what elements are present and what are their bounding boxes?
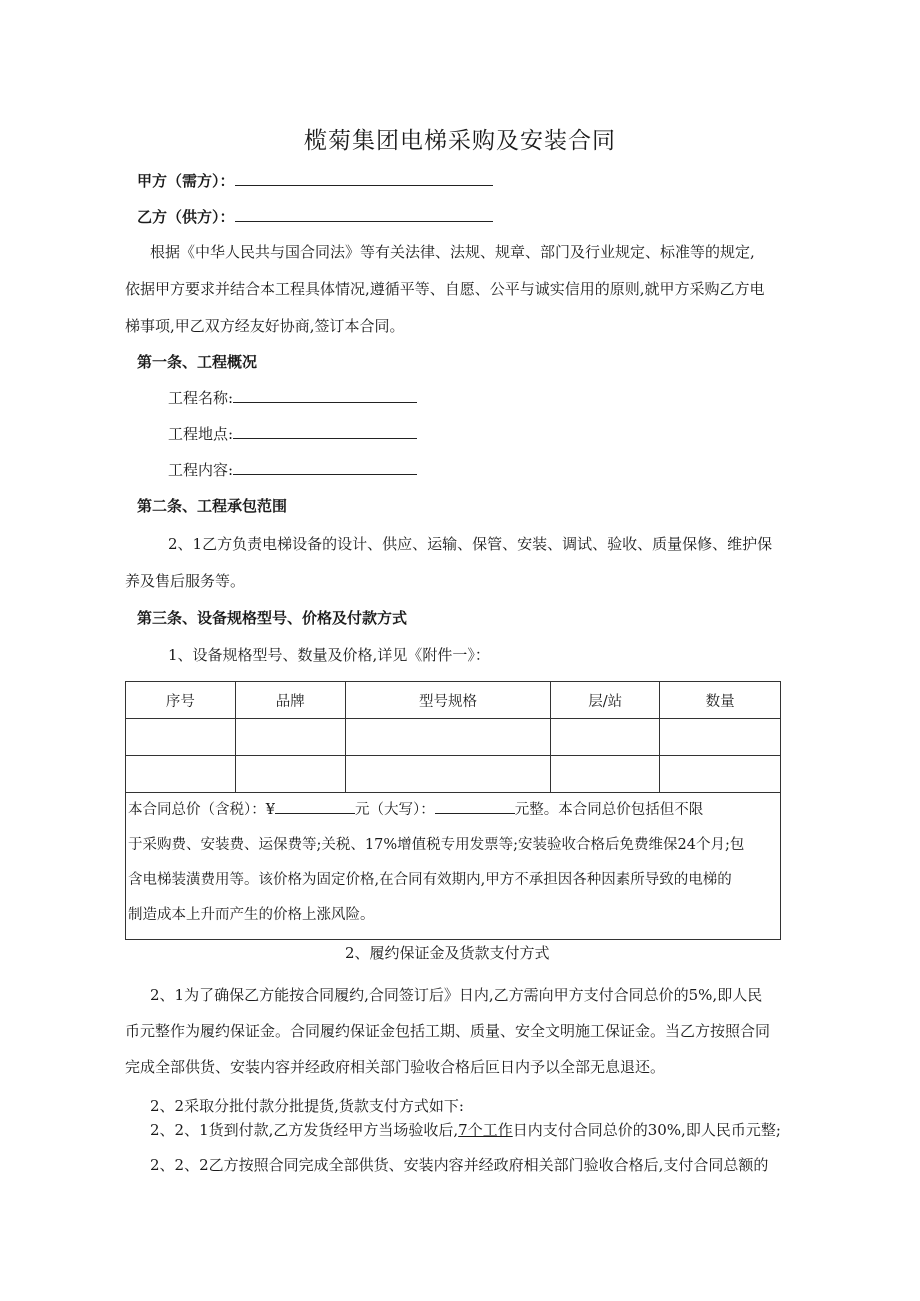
price-words-label: 元（大写）： bbox=[354, 802, 435, 818]
table-cell[interactable] bbox=[660, 756, 781, 793]
project-location-label: 工程地点: bbox=[168, 425, 234, 443]
project-location-field[interactable] bbox=[233, 423, 417, 439]
article2-heading: 第二条、工程承包范围 bbox=[137, 497, 288, 515]
project-location-line bbox=[168, 423, 417, 444]
item2-2-1-text-b: 日内支付合同总价的30%,即人民币元整; bbox=[512, 1121, 781, 1139]
table-header-cell: 品牌 bbox=[235, 682, 345, 719]
party-b-field[interactable] bbox=[235, 206, 493, 222]
item2-2-1 bbox=[150, 1119, 781, 1140]
price-line-1 bbox=[126, 793, 780, 828]
table-cell[interactable] bbox=[551, 756, 660, 793]
item2-2-1-text-a: 2、2、1货到付款,乙方发货经甲方当场验收后, bbox=[150, 1121, 459, 1139]
price-amount-field[interactable] bbox=[275, 800, 355, 814]
table-cell[interactable] bbox=[235, 719, 345, 756]
article2-line-1: 2、1乙方负责电梯设备的设计、供应、运输、保管、安装、调试、验收、质量保修、维护保 bbox=[168, 535, 773, 553]
price-line-3: 含电梯装潢费用等。该价格为固定价格,在合同有效期内,甲方不承担因各种因素所导致的电梯的 bbox=[128, 872, 732, 888]
item2-2: 2、2采取分批付款分批提货,货款支付方式如下: bbox=[150, 1097, 464, 1115]
article3-item-1: 1、设备规格型号、数量及价格,详见《附件一》： bbox=[168, 646, 490, 664]
table-cell[interactable] bbox=[345, 756, 551, 793]
party-b-label: 乙方（供方）： bbox=[137, 208, 235, 226]
item2-heading: 2、履约保证金及货款支付方式 bbox=[345, 944, 550, 962]
table-cell[interactable] bbox=[235, 756, 345, 793]
party-a-field[interactable] bbox=[235, 170, 493, 186]
project-content-field[interactable] bbox=[233, 459, 417, 475]
party-a-label: 甲方（需方）： bbox=[137, 172, 235, 190]
table-header-row bbox=[126, 682, 781, 719]
price-text: 元整。本合同总价包括但不限 bbox=[514, 802, 704, 818]
price-words-field[interactable] bbox=[435, 800, 515, 814]
article3-heading: 第三条、设备规格型号、价格及付款方式 bbox=[137, 609, 408, 627]
table-cell[interactable] bbox=[126, 756, 236, 793]
item2-1-line-2: 币元整作为履约保证金。合同履约保证金包括工期、质量、安全文明施工保证金。当乙方按照合同 bbox=[125, 1022, 771, 1040]
price-box bbox=[125, 793, 781, 940]
price-line-2: 于采购费、安装费、运保费等;关税、17%增值税专用发票等;安装验收合格后免费维保24个月;包 bbox=[128, 837, 745, 853]
price-label: 本合同总价（含税）：¥ bbox=[128, 802, 275, 818]
page-title: 榄菊集团电梯采购及安装合同 bbox=[304, 128, 616, 154]
price-line-4: 制造成本上升而产生的价格上涨风险。 bbox=[128, 907, 375, 923]
item2-1-line-1: 2、1为了确保乙方能按合同履约,合同签订后》日内,乙方需向甲方支付合同总价的5%,即人民 bbox=[150, 986, 763, 1004]
item2-1-line-3: 完成全部供货、安装内容并经政府相关部门验收合格后叵日内予以全部无息退还。 bbox=[125, 1058, 666, 1076]
table-header-cell: 数量 bbox=[660, 682, 781, 719]
table-row bbox=[126, 756, 781, 793]
item2-2-2: 2、2、2乙方按照合同完成全部供货、安装内容并经政府相关部门验收合格后,支付合同总额的 bbox=[150, 1156, 769, 1174]
table-cell[interactable] bbox=[345, 719, 551, 756]
project-name-label: 工程名称: bbox=[168, 389, 234, 407]
party-b-line bbox=[137, 206, 493, 227]
item2-2-1-underlined: 7个工作 bbox=[458, 1121, 513, 1139]
project-name-line bbox=[168, 387, 417, 408]
intro-line-2: 依据甲方要求并结合本工程具体情况,遵循平等、自愿、公平与诚实信用的原则,就甲方采购乙方电 bbox=[125, 280, 765, 298]
project-name-field[interactable] bbox=[233, 387, 417, 403]
equipment-table bbox=[125, 681, 781, 793]
table-row bbox=[126, 719, 781, 756]
table-cell[interactable] bbox=[126, 719, 236, 756]
article1-heading: 第一条、工程概况 bbox=[137, 353, 258, 371]
table-header-cell: 层/站 bbox=[551, 682, 660, 719]
table-cell[interactable] bbox=[660, 719, 781, 756]
table-cell[interactable] bbox=[551, 719, 660, 756]
intro-line-3: 梯事项,甲乙双方经友好协商,签订本合同。 bbox=[125, 317, 405, 335]
table-header-cell: 型号规格 bbox=[345, 682, 551, 719]
article2-line-2: 养及售后服务等。 bbox=[125, 572, 246, 590]
project-content-line bbox=[168, 459, 417, 480]
intro-line-1: 根据《中华人民共与国合同法》等有关法律、法规、规章、部门及行业规定、标准等的规定, bbox=[150, 243, 755, 261]
table-header-cell: 序号 bbox=[126, 682, 236, 719]
party-a-line bbox=[137, 170, 493, 191]
project-content-label: 工程内容: bbox=[168, 461, 234, 479]
